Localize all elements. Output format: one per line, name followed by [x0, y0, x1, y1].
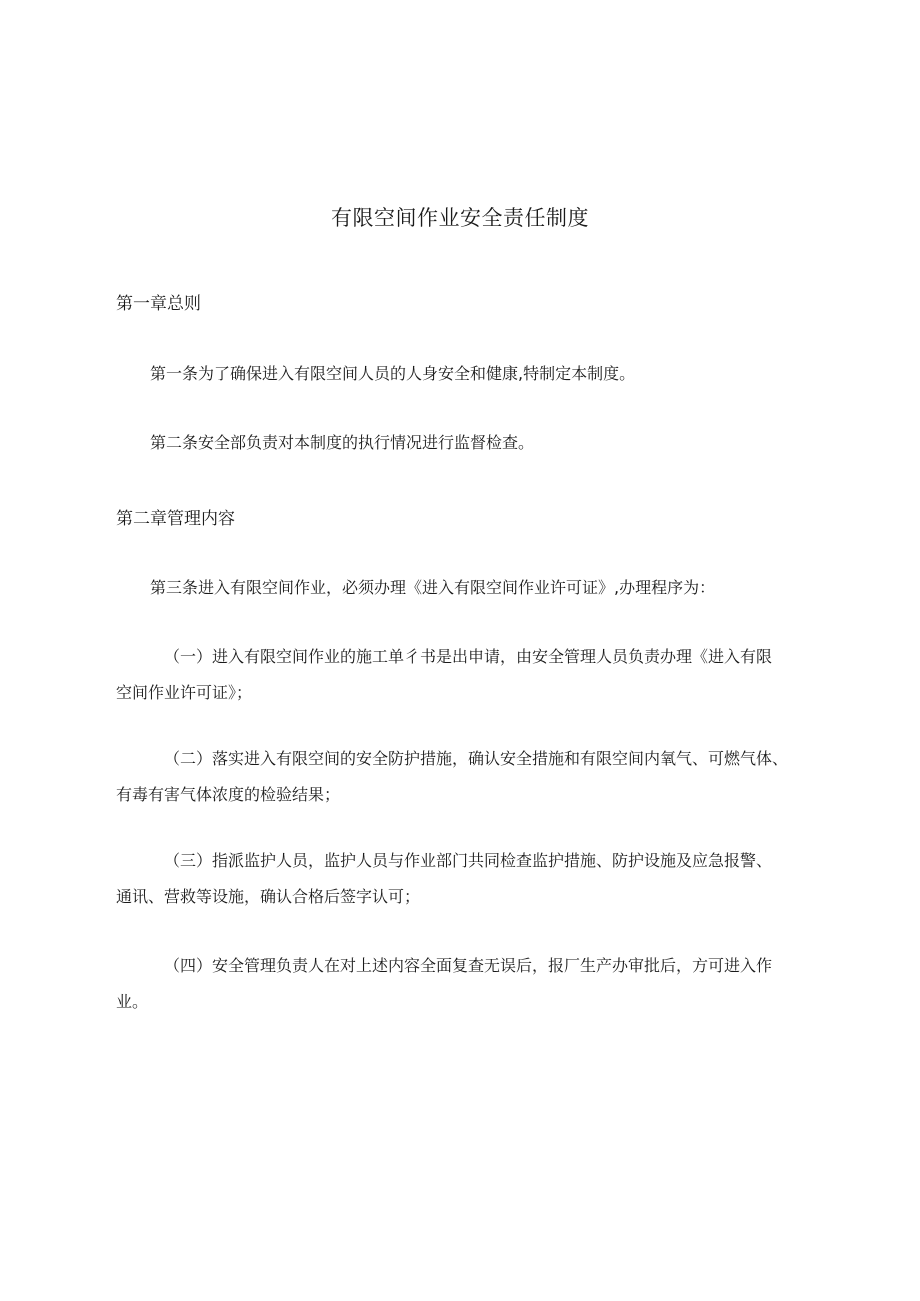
- procedure-item-4: [116, 948, 812, 1020]
- procedure-item-3-line-1: （三）指派监护人员，监护人员与作业部门共同检查监护措施、防护设施及应急报警、: [164, 851, 773, 870]
- procedure-item-3: [116, 843, 812, 915]
- procedure-item-3-line-2: 通讯、营救等设施，确认合格后签字认可；: [116, 887, 421, 906]
- chapter-heading-2: 第二章管理内容: [116, 509, 235, 529]
- procedure-item-4-line-2: 业。: [116, 992, 149, 1011]
- procedure-item-2-line-2: 有毒有害气体浓度的检验结果；: [116, 785, 341, 804]
- procedure-item-4-line-1: （四）安全管理负责人在对上述内容全面复查无误后，报厂生产办审批后，方可进入作: [164, 956, 773, 975]
- procedure-item-2: [116, 741, 812, 813]
- chapter-heading-1: 第一章总则: [116, 294, 201, 314]
- article-1: 第一条为了确保进入有限空间人员的人身安全和健康,特制定本制度。: [150, 364, 636, 383]
- article-2: 第二条安全部负责对本制度的执行情况进行监督检查。: [150, 433, 535, 452]
- procedure-item-1: [116, 639, 812, 711]
- procedure-item-1-line-1: （一）进入有限空间作业的施工单彳书是出申请，由安全管理人员负责办理《进入有限: [164, 647, 773, 666]
- procedure-item-2-line-1: （二）落实进入有限空间的安全防护措施，确认安全措施和有限空间内氧气、可燃气体、: [164, 749, 789, 768]
- article-3: 第三条进入有限空间作业，必须办理《进入有限空间作业许可证》,办理程序为：: [150, 578, 716, 597]
- document-title: 有限空间作业安全责任制度: [331, 206, 589, 230]
- procedure-item-1-line-2: 空间作业许可证》；: [116, 683, 253, 702]
